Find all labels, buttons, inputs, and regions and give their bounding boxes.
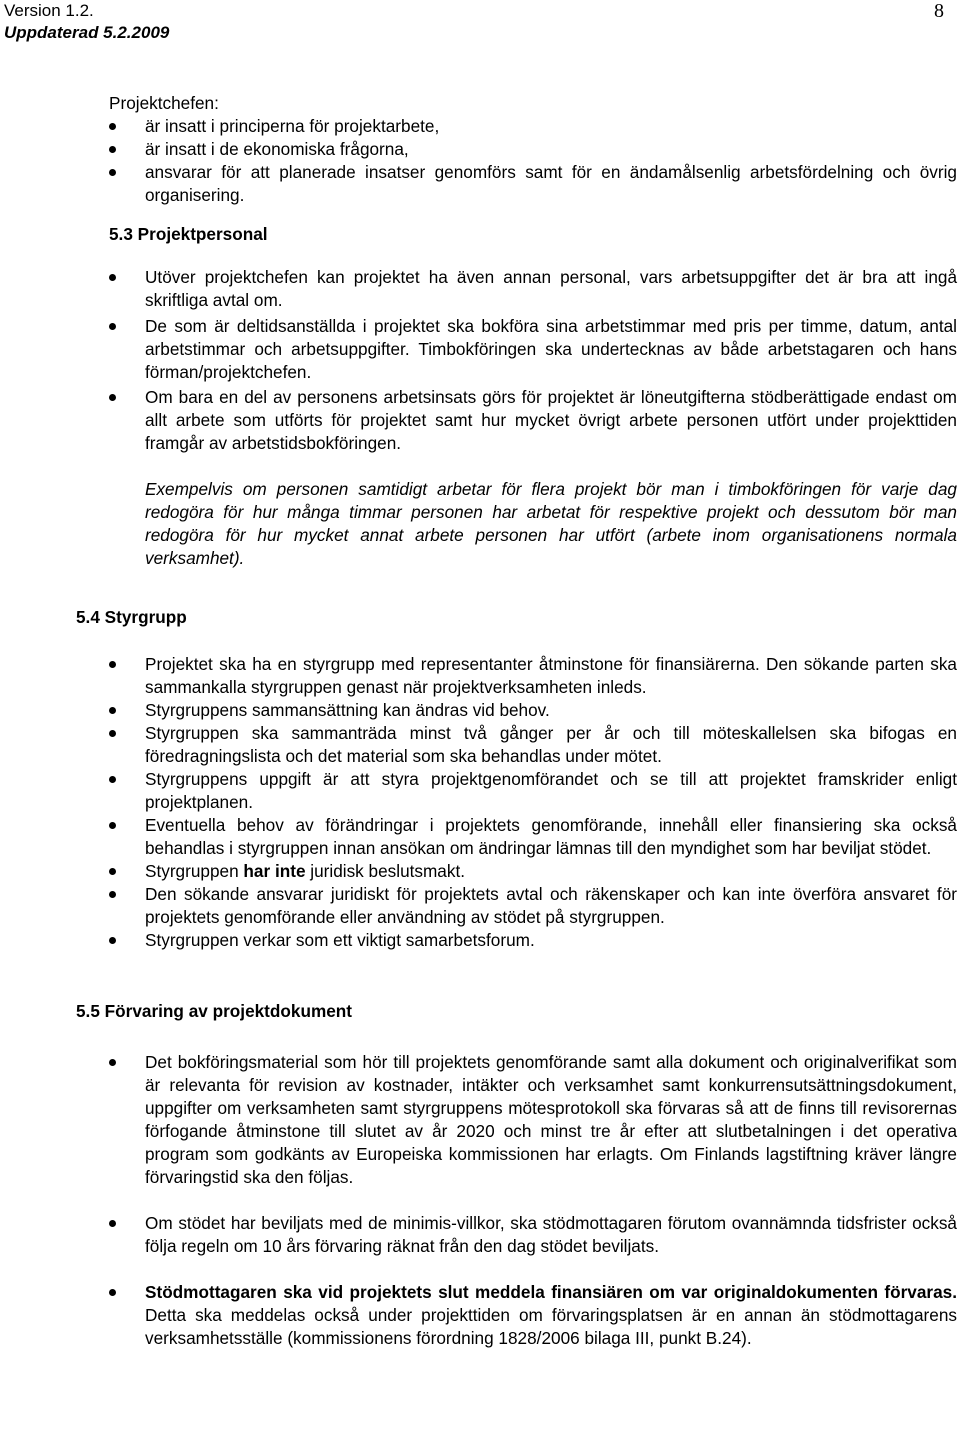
list-item: Om stödet har beviljats med de minimis-villkor, ska stödmottagaren förutom ovannämnda tidsfrister också följa regeln om 10 års förvaring räknat från den dag stödet beviljats. [109, 1212, 957, 1258]
item-text: Styrgruppen [145, 861, 244, 881]
page-header [4, 0, 169, 44]
updated-date: Uppdaterad 5.2.2009 [4, 23, 170, 42]
forvaring-list [109, 1051, 957, 1350]
list-item [109, 1281, 957, 1350]
section-heading-5-5: 5.5 Förvaring av projektdokument [76, 1001, 353, 1021]
list-item: Om bara en del av personens arbetsinsats görs för projektet är löneutgifterna stödberättigade endast om allt arbete som utförts för projektet samt hur mycket övrigt arbete personen utfört under projekttiden framgår av arbetstidsbokföringen. [109, 386, 957, 455]
emphasis-text: har inte [243, 861, 306, 881]
list-item: ansvarar för att planerade insatser genomförs samt för en ändamålsenlig arbetsfördelning och övrig organisering. [109, 161, 957, 207]
styrgrupp-list [109, 653, 957, 952]
page-number: 8 [934, 0, 944, 22]
version-label: Version 1.2. [4, 1, 94, 20]
projektpersonal-list [109, 266, 957, 455]
list-item: Projektet ska ha en styrgrupp med representanter åtminstone för finansiärerna. Den sökande parten ska sammankalla styrgruppen genast när projektverksamheten inleds. [109, 653, 957, 699]
item-text: juridisk beslutsmakt. [305, 861, 466, 881]
list-item: är insatt i de ekonomiska frågorna, [109, 138, 957, 161]
list-item: De som är deltidsanställda i projektet ska bokföra sina arbetstimmar med pris per timme, datum, antal arbetstimmar och arbetsuppgifter. Timbokföringen ska undertecknas av både arbetstagaren och hans förman/projektchefen. [109, 315, 957, 384]
section-heading-5-3: 5.3 Projektpersonal [109, 224, 268, 244]
list-item: Styrgruppen ska sammanträda minst två gånger per år och till möteskallelsen ska bifogas en föredragningslista och det material som ska behandlas under mötet. [109, 722, 957, 768]
list-item: Eventuella behov av förändringar i projektets genomförande, innehåll eller finansiering ska också behandlas i styrgruppen innan ansökan om ändringar lämnas till den myndighet som har beviljat stödet. [109, 814, 957, 860]
emphasis-text: Stödmottagaren ska vid projektets slut meddela finansiären om var originaldokumenten förvaras. [145, 1282, 957, 1302]
list-item: Utöver projektchefen kan projektet ha även annan personal, vars arbetsuppgifter det är bra att ingå skriftliga avtal om. [109, 266, 957, 312]
item-text: Detta ska meddelas också under projekttiden om förvaringsplatsen är en annan än stödmottagarens verksamhetsställe (kommissionens förordning 1828/2006 bilaga III, punkt B.24). [145, 1305, 957, 1348]
list-item: Styrgruppens sammansättning kan ändras vid behov. [109, 699, 957, 722]
section-heading-5-4: 5.4 Styrgrupp [76, 607, 187, 627]
list-item: Det bokföringsmaterial som hör till projektets genomförande samt alla dokument och originalverifikat som är relevanta för revision av kostnader, intäkter och verksamhet samt konkurrensutsättningsdokument, uppgifter om verksamheten samt styrgruppens mötesprotokoll ska förvaras så att de finns till revisorernas förfogande åtminstone till slutet av år 2020 och minst tre år efter att slutbetalningen i det operativa program som godkänts av Europeiska kommissionen har erlagts. Om Finlands lagstiftning kräver längre förvaringstid ska den följas. [109, 1051, 957, 1189]
list-item: är insatt i principerna för projektarbete, [109, 115, 957, 138]
projektchef-list [109, 115, 957, 207]
projektchef-intro: Projektchefen: [109, 93, 219, 113]
list-item [109, 860, 957, 883]
document-body [76, 92, 957, 1350]
list-item: Styrgruppens uppgift är att styra projektgenomförandet och se till att projektet framskrider enligt projektplanen. [109, 768, 957, 814]
list-item: Den sökande ansvarar juridiskt för projektets avtal och räkenskaper och kan inte överföra ansvaret för projektets genomförande eller användning av stödet på styrgruppen. [109, 883, 957, 929]
example-paragraph: Exempelvis om personen samtidigt arbetar för flera projekt bör man i timbokföringen för varje dag redogöra för hur många timmar personen har arbetat för respektive projekt och dessutom bör man redogöra för hur mycket annat arbete personen har utfört (arbete inom organisationens normala verksamhet). [145, 479, 957, 568]
list-item: Styrgruppen verkar som ett viktigt samarbetsforum. [109, 929, 957, 952]
